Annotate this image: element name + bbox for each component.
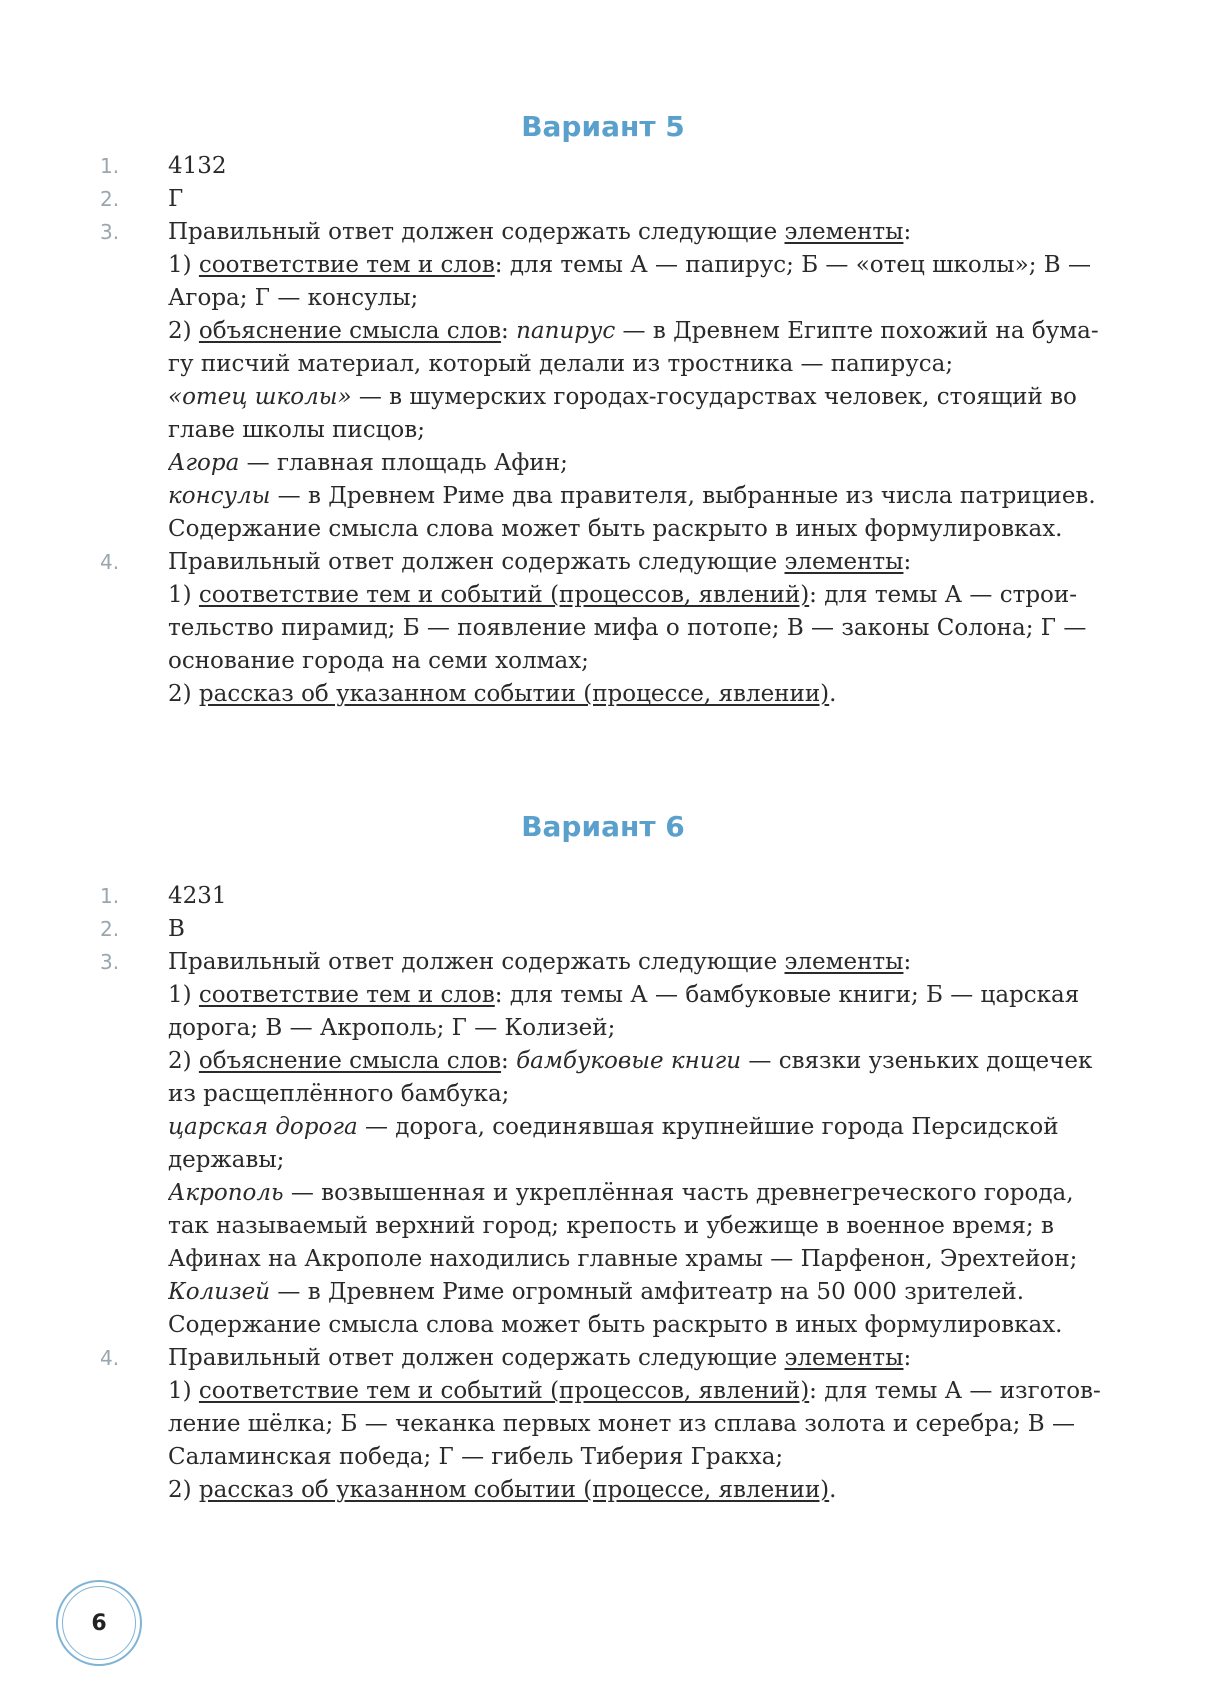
answer-intro: Правильный ответ должен содержать следующие элементы: (168, 949, 912, 975)
term-4: Колизей — в Древнем Риме огромный амфитеатр на 50 000 зрителей. (168, 1279, 1025, 1305)
answer-text: 4231 (168, 883, 227, 909)
point-1: 1) соответствие тем и слов: для темы А — папирус; Б — «отец школы»; В — (168, 252, 1091, 278)
point-1-cont: тельство пирамид; Б — появление мифа о потопе; В — законы Солона; Г — (168, 615, 1087, 641)
variant-5-title: Вариант 5 (521, 110, 685, 143)
answer-4 (100, 546, 1168, 711)
variant-5-answers (100, 150, 1168, 711)
answer-1 (100, 150, 1168, 183)
answer-text: 4132 (168, 153, 227, 179)
term-3-cont: Афинах на Акрополе находились главные храмы — Парфенон, Эрехтейон; (168, 1246, 1078, 1272)
question-number: 2. (100, 187, 120, 211)
point-2: 2) рассказ об указанном событии (процессе, явлении). (168, 681, 837, 707)
answer-4 (100, 1342, 1168, 1507)
question-number: 4. (100, 1346, 120, 1370)
answer-intro: Правильный ответ должен содержать следующие элементы: (168, 549, 912, 575)
page-number: 6 (62, 1586, 136, 1660)
point-1: 1) соответствие тем и событий (процессов, явлений): для темы А — изготов- (168, 1378, 1101, 1404)
variant-6-answers (100, 880, 1168, 1507)
answer-text: Г (168, 186, 184, 212)
question-number: 1. (100, 154, 120, 178)
term-2: царская дорога — дорога, соединявшая крупнейшие города Персидской (168, 1114, 1059, 1140)
term-4: консулы — в Древнем Риме два правителя, выбранные из числа патрициев. (168, 483, 1096, 509)
point-2-cont: гу писчий материал, который делали из тростника — папируса; (168, 351, 954, 377)
point-1-cont: ление шёлка; Б — чеканка первых монет из сплава золота и серебра; В — (168, 1411, 1075, 1437)
point-2: 2) объяснение смысла слов: бамбуковые книги — связки узеньких дощечек (168, 1048, 1093, 1074)
variant-6-title: Вариант 6 (521, 810, 685, 843)
answer-2 (100, 183, 1168, 216)
point-2-cont: из расщеплённого бамбука; (168, 1081, 510, 1107)
page-number-badge (56, 1580, 142, 1666)
term-2: «отец школы» — в шумерских городах-государствах человек, стоящий во (168, 384, 1077, 410)
answer-intro: Правильный ответ должен содержать следующие элементы: (168, 219, 912, 245)
note: Содержание смысла слова может быть раскрыто в иных формулировках. (168, 516, 1063, 542)
answer-2 (100, 913, 1168, 946)
note: Содержание смысла слова может быть раскрыто в иных формулировках. (168, 1312, 1063, 1338)
point-1-cont: Саламинская победа; Г — гибель Тиберия Гракха; (168, 1444, 784, 1470)
point-1-cont: дорога; В — Акрополь; Г — Колизей; (168, 1015, 616, 1041)
answer-3 (100, 946, 1168, 1342)
question-number: 2. (100, 917, 120, 941)
question-number: 4. (100, 550, 120, 574)
point-1-cont: основание города на семи холмах; (168, 648, 589, 674)
point-1: 1) соответствие тем и слов: для темы А — бамбуковые книги; Б — царская (168, 982, 1080, 1008)
answer-1 (100, 880, 1168, 913)
term-3: Акрополь — возвышенная и укреплённая часть древнегреческого города, (168, 1180, 1074, 1206)
question-number: 1. (100, 884, 120, 908)
term-3-cont: так называемый верхний город; крепость и убежище в военное время; в (168, 1213, 1054, 1239)
point-1: 1) соответствие тем и событий (процессов, явлений): для темы А — строи- (168, 582, 1077, 608)
point-1-cont: Агора; Г — консулы; (168, 285, 419, 311)
term-2-cont: главе школы писцов; (168, 417, 425, 443)
question-number: 3. (100, 220, 120, 244)
question-number: 3. (100, 950, 120, 974)
answer-intro: Правильный ответ должен содержать следующие элементы: (168, 1345, 912, 1371)
term-3: Агора — главная площадь Афин; (168, 450, 568, 476)
answer-3 (100, 216, 1168, 546)
answer-text: В (168, 916, 185, 942)
term-2-cont: державы; (168, 1147, 285, 1173)
point-2: 2) объяснение смысла слов: папирус — в Древнем Египте похожий на бума- (168, 318, 1099, 344)
point-2: 2) рассказ об указанном событии (процессе, явлении). (168, 1477, 837, 1503)
